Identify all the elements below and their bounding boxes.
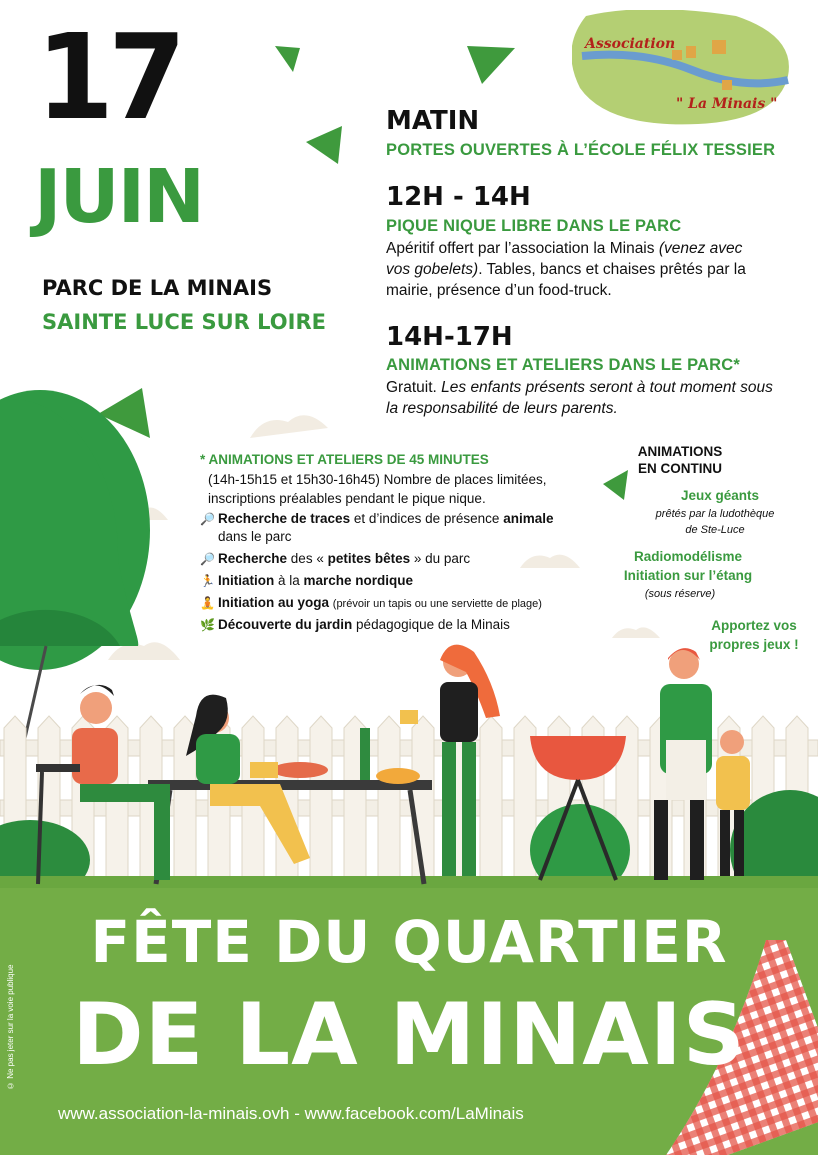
workshops-title: * ANIMATIONS ET ATELIERS DE 45 MINUTES xyxy=(200,452,489,467)
schedule-title-morning: PORTES OUVERTES À L’ÉCOLE FÉLIX TESSIER xyxy=(386,141,776,159)
continuous-games: Jeux géants xyxy=(680,488,760,503)
workshop-item: 🧘 Initiation au yoga (prévoir un tapis ou une serviette de plage) xyxy=(200,594,542,613)
venue-name: PARC DE LA MINAIS xyxy=(42,276,273,300)
magnifier-icon: 🔎 xyxy=(200,512,215,526)
cloud-decor xyxy=(612,627,660,638)
walker-icon: 🏃 xyxy=(200,574,215,588)
legal-note: © Ne pas jeter sur la voie publique xyxy=(6,964,15,1090)
fence-picket xyxy=(378,716,400,880)
workshop-item: 🌿 Découverte du jardin pédagogique de la Minais xyxy=(200,617,510,632)
triangle-decor xyxy=(306,126,342,164)
person-man-standing-decor xyxy=(654,648,712,880)
cloud-decor xyxy=(520,555,580,568)
continuous-games-note: prêtés par la ludothèque de Ste-Luce xyxy=(655,508,775,536)
triangle-decor xyxy=(467,46,515,84)
logo-text-association: Association xyxy=(585,36,676,52)
fence-picket xyxy=(310,716,332,880)
schedule-title-afternoon: ANIMATIONS ET ATELIERS DANS LE PARC* xyxy=(386,356,741,374)
triangle-decor xyxy=(603,470,628,500)
schedule-title-noon: PIQUE NIQUE LIBRE DANS LE PARC xyxy=(386,217,682,235)
schedule-time-morning: MATIN xyxy=(386,106,480,136)
continuous-radio: Radiomodélisme Initiation sur l’étang xyxy=(623,549,753,583)
leaf-icon: 🌿 xyxy=(200,618,215,632)
main-title-line2: DE LA MINAIS xyxy=(72,985,746,1085)
triangle-decor xyxy=(275,46,300,72)
schedule-desc-afternoon: Gratuit. Les enfants présents seront à tout moment sous la responsabilité de leurs parents. xyxy=(386,379,773,417)
event-month: JUIN xyxy=(34,154,204,240)
workshop-item: 🔎 Recherche de traces et d’indices de présence animale dans le parc xyxy=(200,511,554,544)
fence-picket xyxy=(480,716,502,880)
workshops-desc: (14h-15h15 et 15h30-16h45) Nombre de places limitées, inscriptions préalables pendant le pique nique. xyxy=(208,472,547,506)
schedule-time-noon: 12H - 14H xyxy=(386,182,531,212)
main-title-line1: FÊTE DU QUARTIER xyxy=(90,908,728,976)
footer-links: www.association-la-minais.ovh - www.facebook.com/LaMinais xyxy=(58,1104,524,1123)
schedule-desc-noon: Apéritif offert par l’association la Minais (venez avec vos gobelets). Tables, bancs et chaises prêtés par la mairie, présence d’un food-truck. xyxy=(386,240,746,299)
logo-text-la-minais: " La Minais " xyxy=(676,96,778,112)
venue-city: SAINTE LUCE SUR LOIRE xyxy=(42,310,326,334)
continuous-bring-games: Apportez vos propres jeux ! xyxy=(709,618,799,652)
schedule-time-afternoon: 14H-17H xyxy=(386,322,513,352)
continuous-radio-note: (sous réserve) xyxy=(644,588,716,600)
magnifier-icon: 🔎 xyxy=(200,552,215,566)
cloud-decor xyxy=(250,415,328,438)
workshop-item: 🔎 Recherche des « petites bêtes » du parc xyxy=(200,551,471,566)
event-day: 17 xyxy=(36,8,181,146)
continuous-heading: ANIMATIONS EN CONTINU xyxy=(637,444,723,476)
yoga-icon: 🧘 xyxy=(200,596,215,610)
fence-picket xyxy=(412,716,434,880)
workshop-item: 🏃 Initiation à la marche nordique xyxy=(200,573,414,588)
